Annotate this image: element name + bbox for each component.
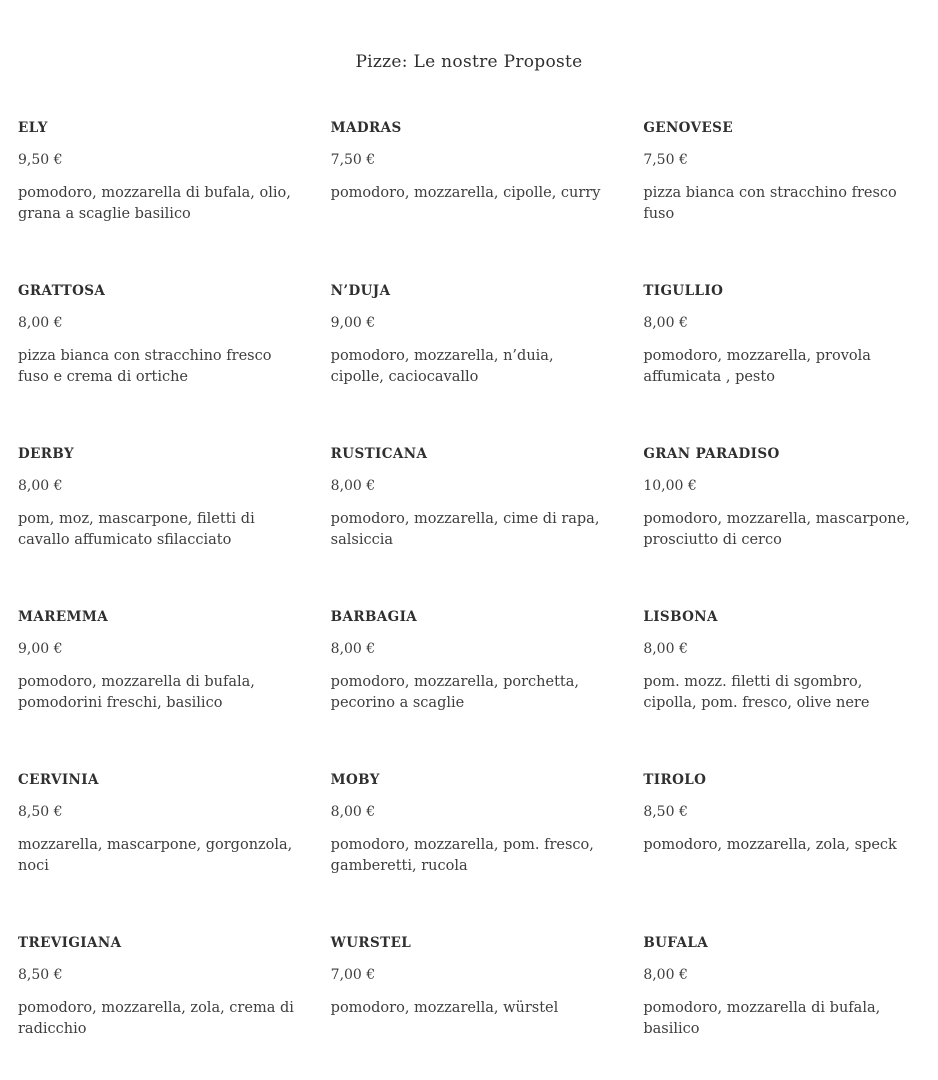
item-name: TIROLO <box>643 772 707 788</box>
item-price: 8,50 € <box>18 804 63 820</box>
item-description: pom, moz, mascarpone, filetti di cavallo affumicato sfilacciato <box>18 511 255 548</box>
menu-item <box>18 283 295 388</box>
item-price: 7,00 € <box>330 967 376 983</box>
item-description: pomodoro, mozzarella, cime di rapa, salsiccia <box>330 511 600 548</box>
item-name: GENOVESE <box>643 120 734 136</box>
item-description: pomodoro, mozzarella di bufala, pomodorini freschi, basilico <box>18 674 255 711</box>
menu-item <box>643 772 920 877</box>
item-name: MAREMMA <box>18 609 109 625</box>
item-description: pomodoro, mozzarella di bufala, basilico <box>643 1000 881 1037</box>
item-name: TREVIGIANA <box>18 935 122 951</box>
item-price: 9,00 € <box>18 641 63 657</box>
menu-grid <box>18 120 920 1040</box>
item-name: BUFALA <box>643 935 709 951</box>
item-price: 9,00 € <box>330 315 376 331</box>
menu-item <box>643 120 920 225</box>
item-price: 10,00 € <box>643 478 697 494</box>
item-name: LISBONA <box>643 609 718 625</box>
menu-item <box>18 935 295 1040</box>
menu-item <box>18 120 295 225</box>
item-description: pomodoro, mozzarella, cipolle, curry <box>330 185 601 201</box>
item-price: 9,50 € <box>18 152 63 168</box>
item-price: 8,00 € <box>330 641 376 657</box>
item-description: pomodoro, mozzarella, pom. fresco, gamberetti, rucola <box>330 837 594 874</box>
item-price: 8,00 € <box>643 315 688 331</box>
item-name: GRATTOSA <box>18 283 106 299</box>
item-description: pomodoro, mozzarella di bufala, olio, grana a scaglie basilico <box>18 185 291 222</box>
item-name: RUSTICANA <box>330 446 428 462</box>
menu-item <box>643 446 920 551</box>
item-description: pomodoro, mozzarella, zola, crema di radicchio <box>18 1000 294 1037</box>
item-description: pom. mozz. filetti di sgombro, cipolla, pom. fresco, olive nere <box>643 674 870 711</box>
item-name: ELY <box>18 120 48 136</box>
item-description: pizza bianca con stracchino fresco fuso <box>643 185 897 222</box>
item-price: 7,50 € <box>330 152 376 168</box>
item-price: 8,50 € <box>18 967 63 983</box>
item-name: TIGULLIO <box>643 283 724 299</box>
item-price: 8,00 € <box>330 804 376 820</box>
menu-item <box>18 609 295 714</box>
item-description: pomodoro, mozzarella, provola affumicata , pesto <box>643 348 871 385</box>
item-description: pomodoro, mozzarella, porchetta, pecorino a scaglie <box>330 674 579 711</box>
item-name: N’DUJA <box>330 283 391 299</box>
item-name: WURSTEL <box>330 935 412 951</box>
item-name: MADRAS <box>330 120 402 136</box>
item-price: 8,00 € <box>18 315 63 331</box>
page-title: Pizze: Le nostre Proposte <box>355 52 583 72</box>
item-name: CERVINIA <box>18 772 99 788</box>
menu-item <box>643 935 920 1040</box>
item-name: GRAN PARADISO <box>643 446 780 462</box>
menu-item <box>331 935 608 1040</box>
menu-item <box>643 283 920 388</box>
item-description: pomodoro, mozzarella, mascarpone, prosciutto di cerco <box>643 511 910 548</box>
item-name: DERBY <box>18 446 75 462</box>
item-description: mozzarella, mascarpone, gorgonzola, noci <box>18 837 293 874</box>
item-description: pomodoro, mozzarella, n’duia, cipolle, caciocavallo <box>330 348 554 385</box>
menu-item <box>331 120 608 225</box>
item-price: 8,00 € <box>643 641 688 657</box>
item-price: 8,00 € <box>330 478 376 494</box>
menu-item <box>331 772 608 877</box>
menu-item <box>331 609 608 714</box>
menu-item <box>331 446 608 551</box>
menu-item <box>643 609 920 714</box>
item-price: 8,50 € <box>643 804 688 820</box>
item-name: MOBY <box>330 772 380 788</box>
item-description: pomodoro, mozzarella, zola, speck <box>643 837 897 853</box>
item-price: 7,50 € <box>643 152 688 168</box>
item-price: 8,00 € <box>18 478 63 494</box>
menu-item <box>331 283 608 388</box>
item-price: 8,00 € <box>643 967 688 983</box>
menu-item <box>18 772 295 877</box>
item-description: pizza bianca con stracchino fresco fuso e crema di ortiche <box>18 348 272 385</box>
item-name: BARBAGIA <box>330 609 418 625</box>
menu-item <box>18 446 295 551</box>
item-description: pomodoro, mozzarella, würstel <box>330 1000 559 1016</box>
